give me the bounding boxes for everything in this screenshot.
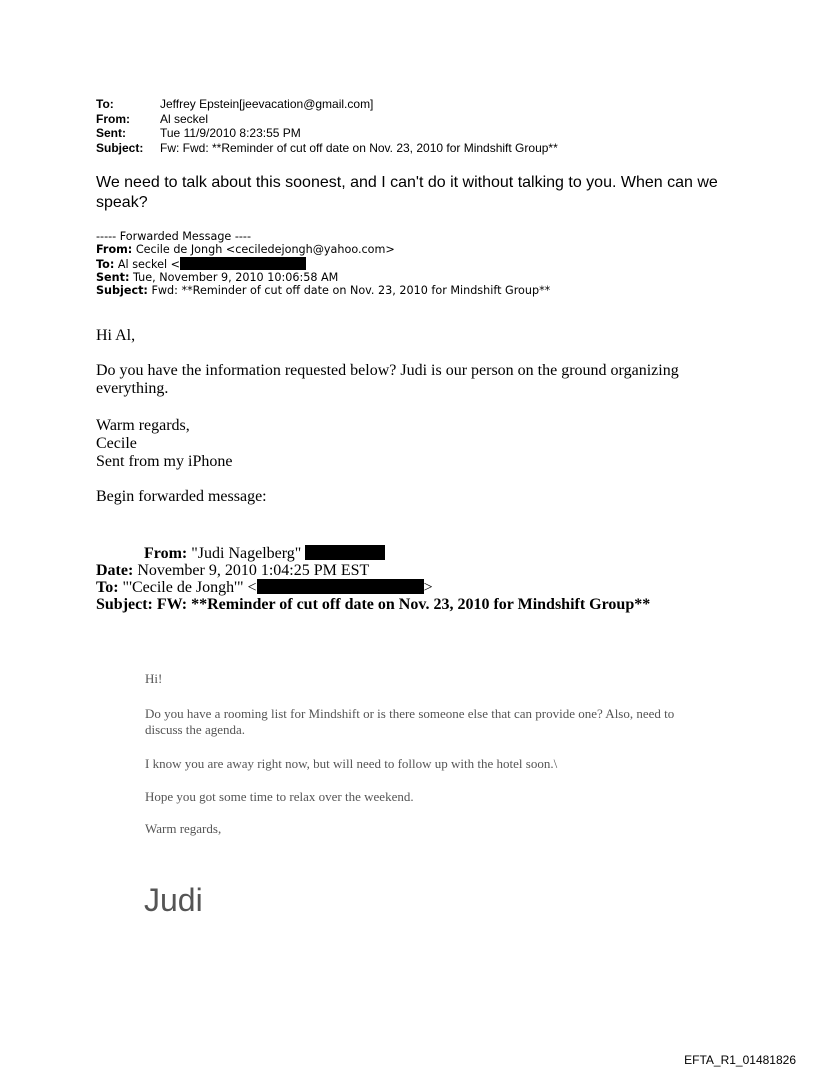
judi-closing: Warm regards, [145,821,222,836]
header-to-label: To: [96,97,114,111]
forwarded-sent-label: Sent: [96,270,130,284]
forwarded-sent-row [96,271,550,284]
original-header [96,545,650,614]
original-subject-row [96,597,650,614]
forwarded-from-label: From: [96,243,133,257]
cecile-body: Do you have the information requested below? Judi is our person on the ground organizing everything. [96,362,679,397]
original-subject-label: Subject: [96,596,153,614]
forwarded-to-value: Al seckel < [117,257,181,271]
original-date-label: Date: [96,561,134,579]
header-subject-value: Fw: Fwd: **Reminder of cut off date on Nov. 23, 2010 for Mindshift Group** [160,140,558,155]
header-from-label: From: [96,111,130,126]
original-from-value: "Judi Nagelberg" [191,545,306,562]
original-date-row [96,563,650,580]
judi-para3: Hope you got some time to relax over the weekend. [145,789,414,804]
original-date-value: November 9, 2010 1:04:25 PM EST [137,561,370,579]
original-to-row [96,579,650,597]
redaction-box [257,579,424,594]
lead-message: We need to talk about this soonest, and I can't do it without talking to you. When can we speak? [96,174,718,211]
forwarded-marker: ----- Forwarded Message ---- [96,230,252,243]
header-from-value: Al seckel [160,111,209,126]
email-header [96,97,558,155]
original-from-label: From: [144,545,188,562]
forwarded-block [96,230,550,297]
header-subject-label: Subject: [96,140,144,155]
judi-para2: I know you are away right now, but will need to follow up with the hotel soon.\ [145,756,558,771]
forwarded-subject-value: Fwd: **Reminder of cut off date on Nov. 23, 2010 for Mindshift Group** [151,284,551,298]
header-to-value: Jeffrey Epstein[jeevacation@gmail.com] [160,97,374,111]
begin-forwarded: Begin forwarded message: [96,488,267,505]
original-subject-value: FW: **Reminder of cut off date on Nov. 23, 2010 for Mindshift Group** [156,596,651,614]
cecile-sent-from: Sent from my iPhone [96,453,233,470]
forwarded-from-value: Cecile de Jongh <ceciledejongh@yahoo.com> [135,243,395,257]
forwarded-sent-value: Tue, November 9, 2010 10:06:58 AM [133,270,339,284]
cecile-greeting: Hi Al, [96,327,136,344]
forwarded-subject-row [96,284,550,297]
forwarded-to-label: To: [96,257,115,271]
original-to-label: To: [96,579,119,597]
header-to-row [96,97,558,112]
redaction-box [305,545,385,560]
forwarded-to-row [96,257,550,271]
header-subject-row [96,141,558,156]
header-sent-label: Sent: [96,126,126,140]
document-id-stamp: EFTA_R1_01481826 [684,1053,796,1067]
cecile-name: Cecile [96,435,137,452]
header-sent-value: Tue 11/9/2010 8:23:55 PM [160,126,301,140]
forwarded-from-row [96,243,550,256]
original-from-row [96,545,650,563]
judi-greeting: Hi! [145,671,163,686]
judi-para1: Do you have a rooming list for Mindshift or is there someone else that can provide one? Also, need to discuss the agenda. [145,706,675,737]
redaction-box [180,257,306,270]
original-to-end: > [423,579,433,597]
header-from-row [96,112,558,127]
original-to-value: "'Cecile de Jongh'" < [122,579,257,597]
cecile-closing: Warm regards, [96,417,190,434]
judi-signature: Judi [144,882,203,918]
header-sent-row [96,126,558,141]
forwarded-subject-label: Subject: [96,284,148,298]
